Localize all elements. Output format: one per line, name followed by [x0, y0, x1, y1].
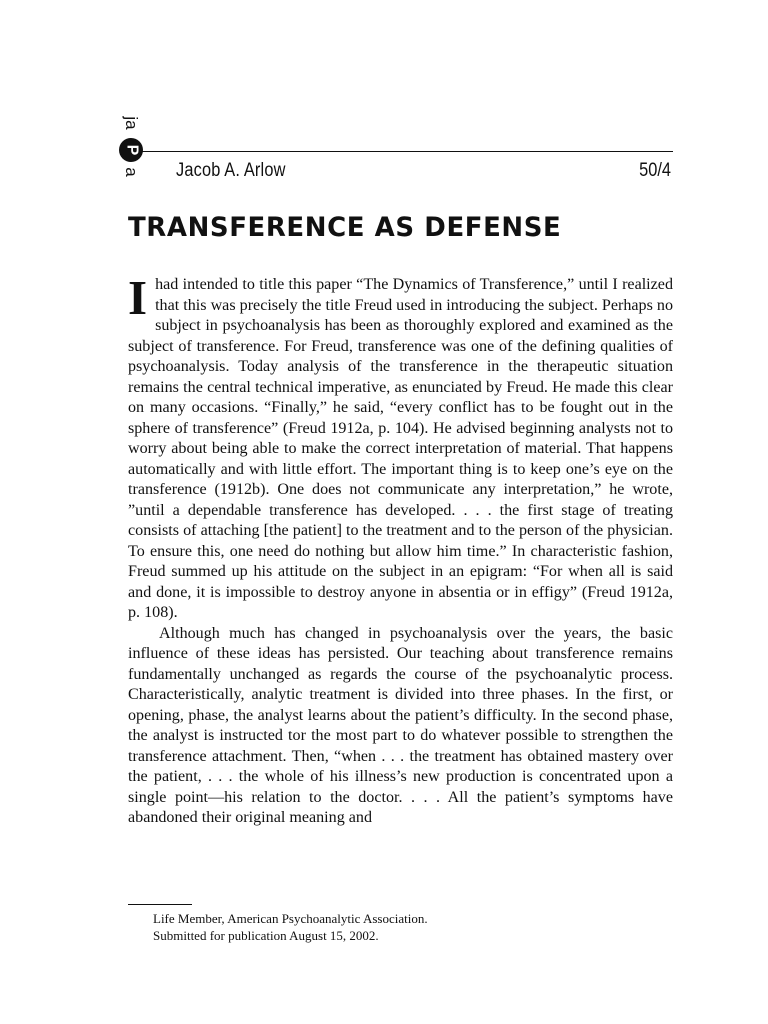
footnote-rule: [128, 904, 192, 905]
article-body: [128, 270, 673, 829]
footnote-submission: Submitted for publication August 15, 2002.: [153, 927, 379, 943]
logo-disc-letter: P: [122, 144, 140, 156]
footnote: [153, 911, 673, 944]
drop-cap: I: [128, 270, 148, 325]
journal-logo-disc: [119, 138, 143, 162]
paragraph-2: Although much has changed in psychoanalysis over the years, the basic influence of these ideas has persisted. Our teaching about transference remains fundamentally unchanged as regards the course of the psychoanalytic process. Characteristically, analytic treatment is divided into three phases. In the first, or opening, phase, the analyst learns about the patient’s difficulty. In the second phase, the analyst is instructed tor the most part to do whatever possible to strengthen the transference attachment. Then, “when . . . the treatment has obtained mastery over the patient, . . . the whole of his illness’s new production is concentrated upon a single point—his relation to the doctor. . . . All the patient’s symptoms have abandoned their original meaning and: [128, 624, 673, 826]
running-head-author: Jacob A. Arlow: [176, 160, 286, 181]
header-rule: [140, 151, 673, 152]
logo-letters-top: ja: [122, 116, 141, 130]
logo-letters-bottom: a: [122, 167, 141, 177]
running-head-issue: 50/4: [639, 160, 671, 181]
paragraph-1-text: had intended to title this paper “The Dynamics of Transference,” until I realized that this was precisely the title Freud used in introducing the subject. Perhaps no subject in psychoanalysis has been as thoroughly explored and examined as the subject of transference. For Freud, transference was one of the defining qualities of psychoanalysis. Today analysis of the transference in the therapeutic situation remains the central technical imperative, as enunciated by Freud. He made this clear on many occasions. “Finally,” he said, “every conflict has to be fought out in the sphere of transference” (Freud 1912a, p. 104). He advised beginning analysts not to worry about being able to make the correct interpretation of material. That happens automatically and with little effort. The important thing is to keep one’s eye on the transference (1912b). One does not communicate any interpretation,” he wrote, ”until a dependable transference has developed. . . . the first stage of treating consists of attaching [the patient] to the treatment and to the person of the physician. To ensure this, one need do nothing but allow him time.” In characteristic fashion, Freud summed up his attitude on the subject in an epigram: “For when all is said and done, it is impossible to destroy anyone in absentia or in effigy” (Freud 1912a, p. 108).: [128, 276, 673, 621]
paragraph-1: [128, 270, 673, 624]
footnote-affiliation: Life Member, American Psychoanalytic Association.: [153, 911, 428, 926]
journal-logo: [116, 108, 146, 182]
article-title: TRANSFERENCE AS DEFENSE: [128, 212, 562, 243]
